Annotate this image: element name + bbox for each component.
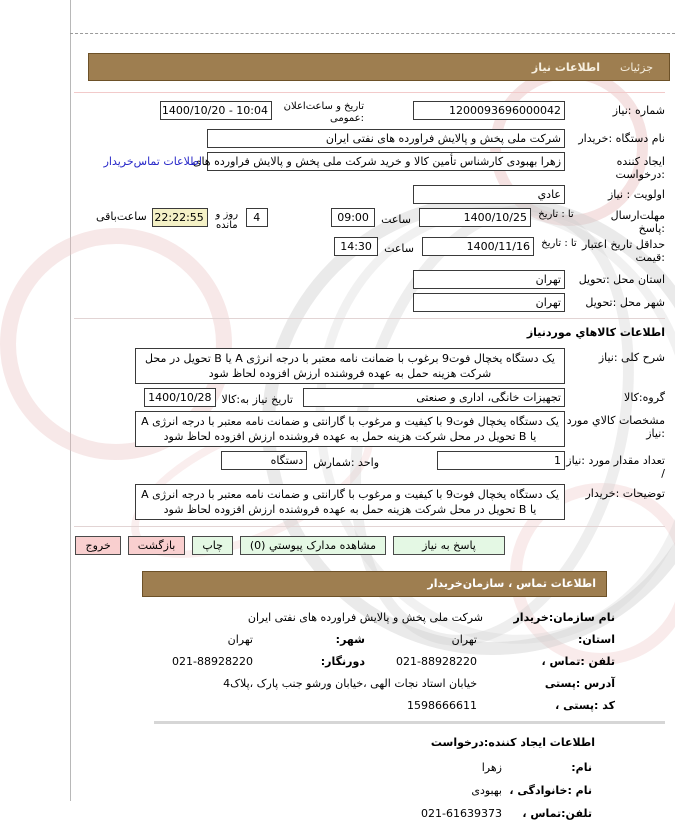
- delivery-city-field[interactable]: تهران: [413, 293, 565, 312]
- contact-fax-value: 021-88928220: [172, 655, 253, 668]
- reply-deadline-label: مهلت‌ارسال :پاسخ: [610, 209, 665, 235]
- section-divider: [154, 721, 665, 724]
- reply-deadline-time-field[interactable]: 09:00: [331, 208, 375, 227]
- section-divider: [74, 318, 665, 319]
- need-number-label: شماره :نیاز: [612, 104, 665, 117]
- last-name-value: بهبودی: [471, 784, 502, 797]
- page-left-border: [70, 0, 71, 801]
- creator-phone-value: 021-61639373: [421, 807, 502, 820]
- reply-deadline-date-field[interactable]: 1400/10/25: [419, 208, 531, 227]
- buyer-contact-link[interactable]: اطلاعات تماس‌خریدار: [103, 155, 202, 168]
- contact-city-label: شهر:: [335, 633, 365, 646]
- price-validity-date-field[interactable]: 1400/11/16: [422, 237, 534, 256]
- hours-remaining-label: ساعت‌باقی: [96, 210, 147, 223]
- first-name-label: نام:: [571, 761, 592, 774]
- hours-remaining-value: 22:22:55: [152, 208, 208, 227]
- announce-datetime-label: تاریخ و ساعت‌اعلان :عمومی: [283, 101, 364, 124]
- postal-address-value: خیابان استاد نجات الهی ،خیابان ورشو جنب پارک ،پلاک4: [223, 677, 477, 690]
- contact-province-label: استان:: [578, 633, 615, 646]
- print-button[interactable]: چاپ: [192, 536, 233, 555]
- need-number-field[interactable]: 1200093696000042: [413, 101, 565, 120]
- priority-label: اولویت : نیاز: [607, 188, 665, 201]
- goods-need-date-label: تاریخ نیاز به:کالا: [221, 393, 293, 406]
- back-button[interactable]: بازگشت: [128, 536, 186, 555]
- section-divider: [74, 526, 665, 527]
- last-name-label: نام :خانوادگی ،: [509, 784, 592, 797]
- goods-specs-field[interactable]: یک دستگاه یخچال فوت9 با کیفیت و مرغوب با گارانتی و ضمانت نامه معتبر با درجه انرژی A یا B تحویل در محل شرکت هزینه حمل به عهده فروشنده ارزش افزوده لحاظ شود: [135, 411, 565, 447]
- creator-phone-label: تلفن:تماس ،: [522, 807, 592, 820]
- need-details-page: [62, 0, 675, 820]
- buyer-notes-field[interactable]: یک دستگاه یخچال فوت9 با کیفیت و مرغوب با گارانتی و ضمانت نامه معتبر با درجه انرژی A یا B تحویل در محل شرکت هزینه حمل به عهده فروشنده ارزش افزوده لحاظ شود: [135, 484, 565, 520]
- price-validity-label: حداقل تاریخ اعتبار :قیمت: [581, 238, 665, 264]
- time-label: ساعت: [384, 242, 414, 255]
- contact-fax-label: دورنگار:: [320, 655, 365, 668]
- contact-city-value: تهران: [227, 633, 253, 646]
- request-creator-field[interactable]: زهرا بهبودی کارشناس تأمین کالا و خرید شرکت ملی پخش و پالایش فراورده های: [207, 152, 565, 171]
- count-unit-field[interactable]: دستگاه: [221, 451, 307, 470]
- days-remaining-value: 4: [246, 208, 268, 227]
- tab-details[interactable]: جزئیات: [620, 60, 653, 74]
- need-summary-label: شرح کلی :نیاز: [598, 351, 665, 364]
- buyer-org-field[interactable]: شرکت ملی پخش و پالایش فراورده های نفتی ایران: [207, 129, 565, 148]
- goods-need-date-field[interactable]: 1400/10/28: [144, 388, 216, 407]
- until-date-label: تا : تاریخ: [541, 238, 577, 249]
- buyer-contact-section-header: اطلاعات تماس ، سازمان‌خریدار: [142, 571, 607, 597]
- action-buttons: [74, 536, 505, 555]
- view-attachments-button[interactable]: مشاهده مدارک پیوستي (0): [240, 536, 386, 555]
- contact-province-value: تهران: [451, 633, 477, 646]
- top-dashed-divider: [70, 33, 675, 34]
- first-name-value: زهرا: [481, 761, 502, 774]
- need-summary-field[interactable]: یک دستگاه یخچال فوت9 برغوب با ضمانت نامه معتبر با درجه انرژی A یا B تحویل در محل شرکت هزینه حمل به عهده فروشنده ارزش افزوده لحاظ شود: [135, 348, 565, 384]
- buyer-org-label: نام دستگاه :خریدار: [578, 132, 665, 145]
- postal-address-label: آدرس :پستی: [544, 677, 615, 690]
- tab-need-info[interactable]: اطلاعات نیاز: [531, 60, 601, 74]
- goods-group-field[interactable]: تجهیزات خانگی، اداری و صنعتی: [303, 388, 565, 407]
- time-label: ساعت: [381, 213, 411, 226]
- section-tabbar: [88, 53, 670, 81]
- contact-phone-value: 021-88928220: [396, 655, 477, 668]
- delivery-city-label: شهر محل :تحویل: [585, 296, 665, 309]
- postal-code-value: 1598666611: [407, 699, 477, 712]
- goods-group-label: گروه:کالا: [624, 391, 665, 404]
- creator-section-title: اطلاعات ایجاد کننده:درخواست: [430, 736, 595, 749]
- postal-code-label: کد :پستی ،: [555, 699, 615, 712]
- quantity-field[interactable]: 1: [437, 451, 565, 470]
- count-unit-label: واحد :شمارش: [313, 456, 379, 469]
- quantity-label: تعداد مقدار مورد :نیاز /: [566, 454, 665, 480]
- need-info-panel: [74, 92, 665, 830]
- buyer-notes-label: توضیحات :خریدار: [585, 487, 665, 500]
- until-date-label: تا : تاریخ: [538, 209, 574, 220]
- announce-datetime-field[interactable]: 10:04 - 1400/10/20: [160, 101, 272, 120]
- goods-specs-label: مشخصات کالاي مورد :نیاز: [566, 414, 665, 440]
- delivery-province-label: استان محل :تحویل: [578, 273, 665, 286]
- priority-field[interactable]: عادي: [413, 185, 565, 204]
- price-validity-time-field[interactable]: 14:30: [334, 237, 378, 256]
- goods-section-title: اطلاعات کالاهاي موردنیاز: [526, 326, 665, 339]
- delivery-province-field[interactable]: تهران: [413, 270, 565, 289]
- org-name-label: نام سازمان:خریدار: [513, 611, 615, 624]
- respond-to-need-button[interactable]: پاسخ به نیاز: [393, 536, 505, 555]
- exit-button[interactable]: خروج: [75, 536, 120, 555]
- days-remaining-label: روز و مانده: [215, 209, 239, 231]
- request-creator-label: ایجاد کننده :درخواست: [615, 155, 665, 181]
- org-name-value: شرکت ملی پخش و پالایش فراورده های نفتی ایران: [247, 611, 483, 624]
- contact-phone-label: تلفن :تماس ،: [541, 655, 615, 668]
